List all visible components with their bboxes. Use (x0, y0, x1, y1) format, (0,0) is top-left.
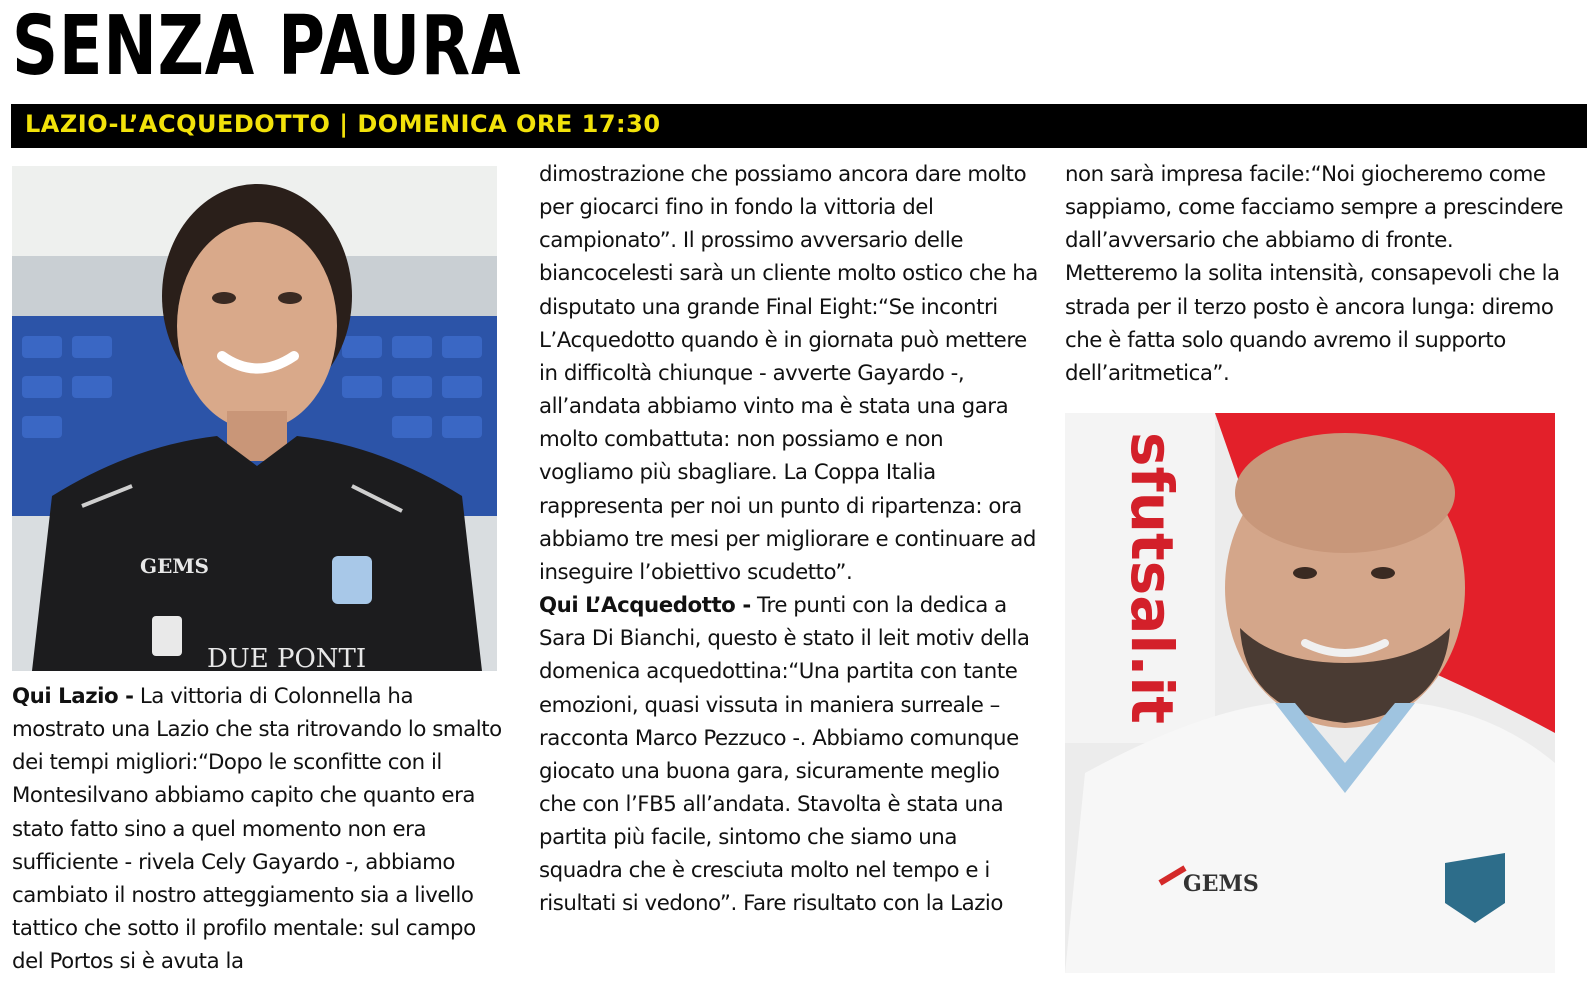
match-info: LAZIO-L’ACQUEDOTTO | DOMENICA ORE 17:30 (25, 110, 661, 138)
col1-text: La vittoria di Colonnella ha mostrato una Lazio che sta ritrovando lo smalto dei tempi migliori:“Dopo le sconfitte con il Montesilvano abbiamo capito che quanto era stato fatto sino a quel momento non era sufficiente - rivela Cely Gayardo -, abbiamo cambiato il nostro atteggiamento sia a livello tattico che sotto il profilo mentale: sul campo del Portos si è avuta la (12, 684, 502, 975)
paragraph-continued: dimostrazione che possiamo ancora dare molto per giocarci fino in fondo la vittoria del campionato”. Il prossimo avversario delle biancocelesti sarà un cliente molto ostico che ha disputato una grande Final Eight:“Se incontri L’Acquedotto quando è in giornata può mettere in difficoltà chiunque - avverte Gayardo -, all’andata abbiamo vinto ma è stata una gara molto combattuta: non possiamo e non vogliamo più sbagliare. La Coppa Italia rappresenta per noi un punto di ripartenza: ora abbiamo tre mesi per migliorare e continuare ad inseguire l’obiettivo scudetto”. (539, 162, 1038, 585)
paragraph-col3: non sarà impresa facile:“Noi giocheremo come sappiamo, come facciamo sempre a prescindere dall’avversario che abbiamo di fronte. Metteremo la solita intensità, consapevoli che la strada per il terzo posto è ancora lunga: diremo che è fatta solo quando avremo il supporto dell’aritmetica”. (1065, 162, 1564, 386)
shirt-sponsor-left: GEMS (140, 554, 209, 578)
article-headline: SENZA PAURA (12, 0, 522, 94)
column-1 (12, 680, 504, 978)
column-2 (539, 158, 1039, 921)
paragraph-qui-acquedotto (539, 589, 1039, 921)
coach-photo (1065, 413, 1555, 973)
col2-text: Tre punti con la dedica a Sara Di Bianchi, questo è stato il leit motiv della domenica acquedottina:“Una partita con tante emozioni, quasi vissuta in maniera surreale – racconta Marco Pezzuco -. Abbiamo comunque giocato una buona gara, sicuramente meglio che con l’FB5 all’andata. Stavolta è stata una partita più facile, sintomo che siamo una squadra che è cresciuta molto nel tempo e i risultati si vedono”. Fare risultato con la Lazio (539, 593, 1030, 917)
paragraph-qui-lazio (12, 680, 504, 978)
section-label-lazio: Qui Lazio - (12, 684, 134, 709)
shirt-text-left: DUE PONTI (207, 644, 367, 671)
shirt-sponsor-right: GEMS (1183, 871, 1259, 897)
banner-text-right: sfutsal.it (1118, 432, 1186, 724)
section-label-acquedotto: Qui L’Acquedotto - (539, 593, 751, 619)
player-photo (12, 166, 497, 671)
subheader-bar (11, 104, 1587, 148)
column-3 (1065, 158, 1565, 390)
